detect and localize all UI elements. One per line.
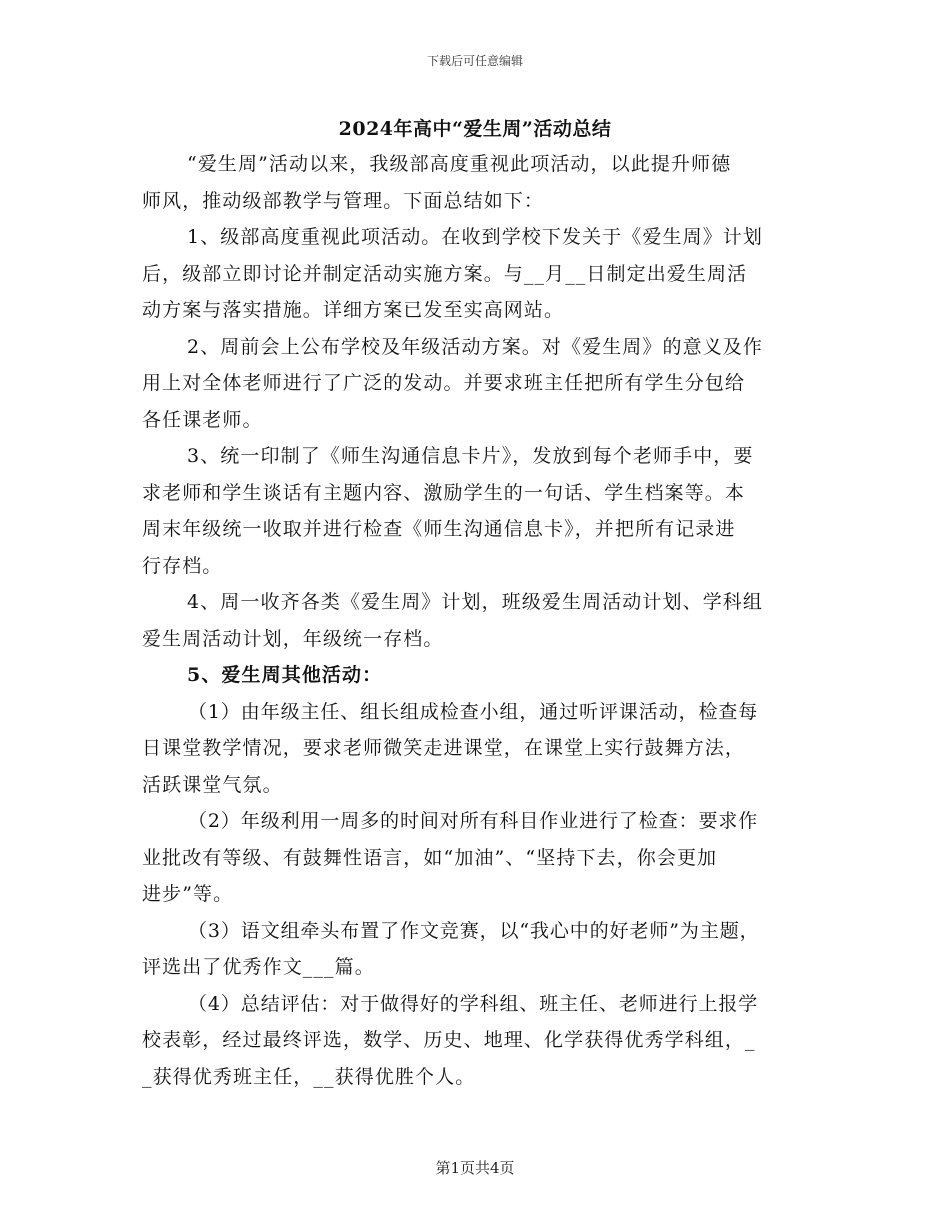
text-line: 评选出了优秀作文___篇。 [142,956,375,978]
document-title: 2024年高中“爱生周”活动总结 [338,118,612,140]
text-line: （1）由年级主任、组长组成检查小组，通过听评课活动，检查每 [188,700,759,723]
text-line: 爱生周活动计划，年级统一存档。 [142,627,444,650]
text-line: 3、统一印制了《师生沟通信息卡片》，发放到每个老师手中，要 [187,445,754,467]
page-footer: 第1页共4页 [435,1159,515,1177]
page-header: 下载后可任意编辑 [426,54,523,68]
text-line: 业批改有等级、有鼓舞性语言，如“加油”、“坚持下去，你会更加 [142,846,718,869]
text-line: 2、周前会上公布学校及年级活动方案。对《爱生周》的意义及作 [187,335,763,358]
text-line: 日课堂教学情况，要求老师微笑走进课堂，在课堂上实行鼓舞方法， [142,737,746,759]
text-line: “爱生周”活动以来，我级部高度重视此项活动，以此提升师德 [187,153,732,175]
text-line: 5、爱生周其他活动： [187,664,383,686]
text-line: 各任课老师。 [142,408,263,431]
text-line: 校表彰，经过最终评选，数学、历史、地理、化学获得优秀学科组，_ [142,1029,756,1051]
text-line: （2）年级利用一周多的时间对所有科目作业进行了检查：要求作 [188,810,759,832]
text-line: 行存档。 [142,554,223,577]
text-line: _获得优秀班主任，__获得优胜个人。 [142,1065,476,1088]
text-line: 活跃课堂气氛。 [142,773,283,796]
text-line: 周末年级统一收取并进行检查《师生沟通信息卡》，并把所有记录进 [142,518,736,540]
text-line: 4、周一收齐各类《爱生周》计划，班级爱生周活动计划、学科组 [187,591,763,613]
text-line: 求老师和学生谈话有主题内容、激励学生的一句话、学生档案等。本 [142,481,746,504]
text-line: 动方案与落实措施。详细方案已发至实高网站。 [142,299,565,321]
document-body [142,146,822,1095]
text-line: 用上对全体老师进行了广泛的发动。并要求班主任把所有学生分包给 [142,372,746,394]
text-line: 师风，推动级部教学与管理。下面总结如下： [142,189,545,212]
text-line: 进步”等。 [142,883,234,905]
text-line: （4）总结评估：对于做得好的学科组、班主任、老师进行上报学 [188,992,759,1015]
text-line: 1、级部高度重视此项活动。在收到学校下发关于《爱生周》计划 [187,226,763,248]
text-line: 后，级部立即讨论并制定活动实施方案。与__月__日制定出爱生周活 [142,262,748,285]
text-line: （3）语文组牵头布置了作文竞赛，以“我心中的好老师”为主题， [188,919,760,942]
